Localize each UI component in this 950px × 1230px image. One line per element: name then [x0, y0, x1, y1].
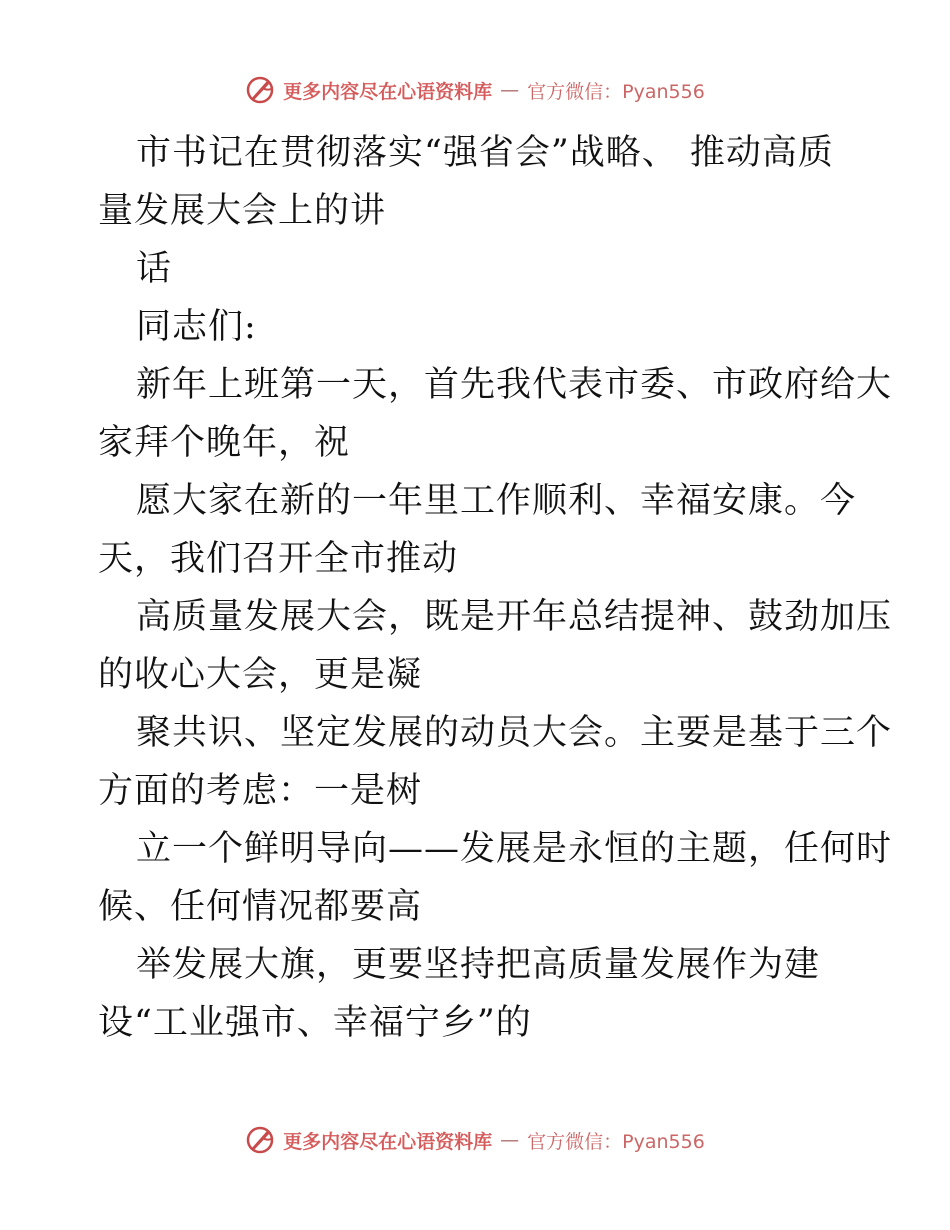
text-line: 设“工业强市、幸福宁乡”的: [98, 1003, 532, 1043]
text-line: 量发展大会上的讲: [98, 191, 387, 231]
text-line: 候、任何情况都要高: [98, 887, 423, 927]
watermark-text: 更多内容尽在心语资料库: [283, 1130, 493, 1153]
text-line: 聚共识、坚定发展的动员大会。主要是基于三个: [136, 713, 893, 753]
watermark-contact: 官方微信：Pyan556: [527, 80, 705, 103]
watermark-separator: —: [500, 1129, 520, 1151]
text-line: 立一个鲜明导向——发展是永恒的主题，任何时: [136, 829, 893, 869]
text-line: 高质量发展大会，既是开年总结提神、鼓劲加压: [136, 597, 893, 637]
text-line: 方面的考虑：一是树: [98, 771, 423, 811]
watermark-separator: —: [500, 79, 520, 101]
text-line: 市书记在贯彻落实“强省会”战略、 推动高质: [136, 133, 834, 173]
footer-watermark: [0, 1120, 950, 1160]
watermark-text: 更多内容尽在心语资料库: [283, 80, 493, 103]
text-line: 家拜个晚年，祝: [98, 423, 351, 463]
text-line: 的收心大会，更是凝: [98, 655, 423, 695]
text-line: 举发展大旗，更要坚持把高质量发展作为建: [136, 945, 821, 985]
text-line: 同志们:: [136, 307, 257, 347]
quill-logo-icon: [245, 75, 275, 105]
text-line: 新年上班第一天，首先我代表市委、市政府给大: [136, 365, 893, 405]
text-line: 愿大家在新的一年里工作顺利、幸福安康。今: [136, 481, 857, 521]
header-watermark: [0, 70, 950, 110]
document-body: [98, 124, 893, 1052]
watermark-contact: 官方微信：Pyan556: [527, 1130, 705, 1153]
text-line: 话: [136, 249, 173, 289]
quill-logo-icon: [245, 1125, 275, 1155]
text-line: 天，我们召开全市推动: [98, 539, 459, 579]
